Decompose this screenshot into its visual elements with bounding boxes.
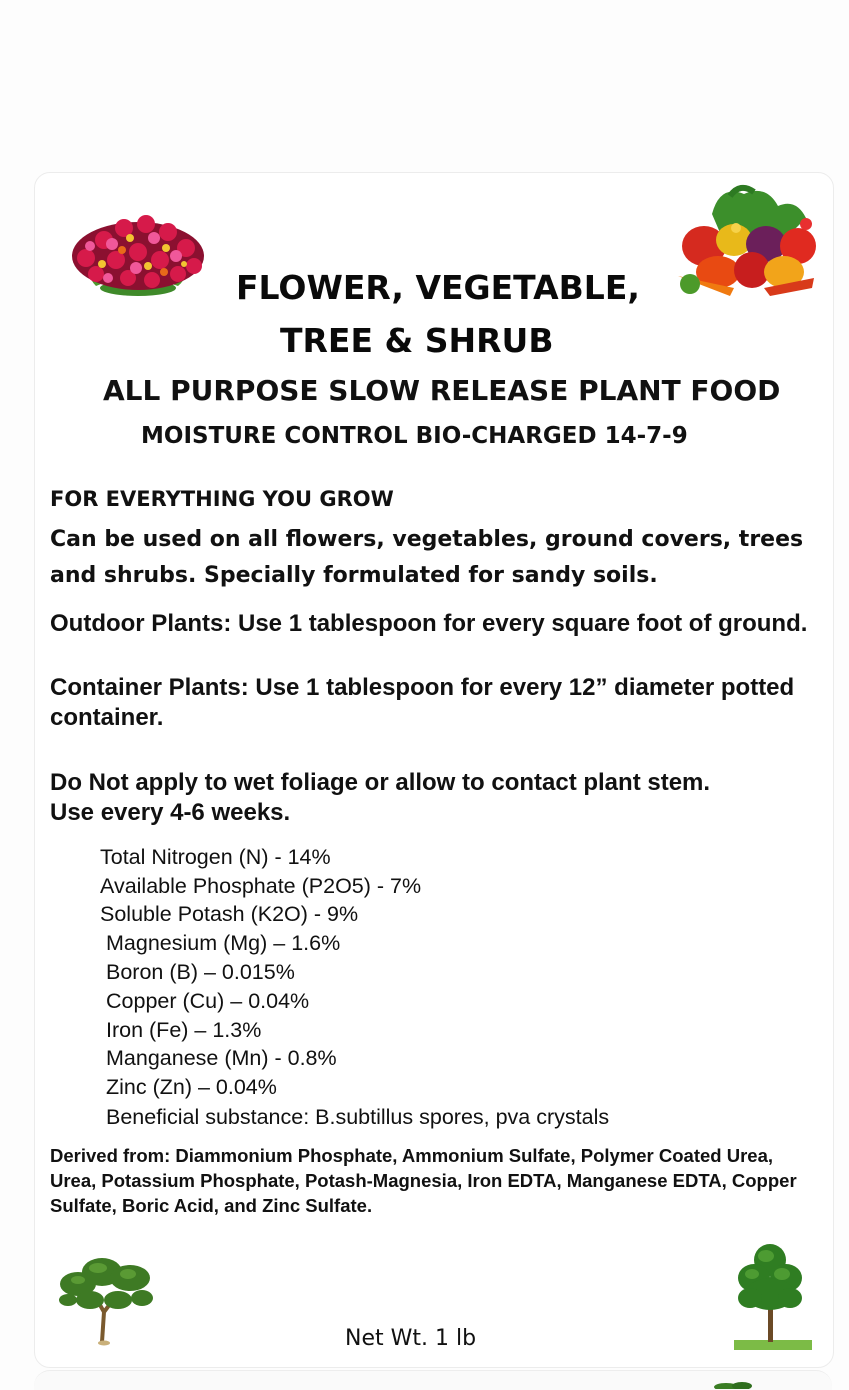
frequency-text: Use every 4-6 weeks. [50,799,291,826]
list-item: Boron (B) – 0.015% [106,960,295,984]
intro-line-1: Can be used on all flowers, vegetables, ground covers, trees [50,527,804,552]
vegetables-icon [674,184,820,304]
list-item: Available Phosphate (P2O5) - 7% [100,874,422,898]
list-item: Total Nitrogen (N) - 14% [100,845,331,869]
list-item: Manganese (Mn) - 0.8% [106,1046,337,1070]
title-line-1: FLOWER, VEGETABLE, [236,268,640,307]
derived-from: Derived from: Diammonium Phosphate, Ammonium Sulfate, Polymer Coated Urea, Urea, Potassium Phosphate, Potash-Magnesia, Iron EDTA, Manganese EDTA, Copper Sulfate, Boric Acid, and Zinc Sulfate. [50,1145,797,1216]
shrub-icon [58,1254,154,1346]
subtitle: ALL PURPOSE SLOW RELEASE PLANT FOOD [103,374,781,407]
intro-line-2: and shrubs. Specially formulated for sandy soils. [50,563,658,588]
title-line-2: TREE & SHRUB [280,321,554,360]
tree-icon [730,1242,814,1354]
subtitle-formula: MOISTURE CONTROL BIO-CHARGED 14-7-9 [141,423,688,449]
list-item: Magnesium (Mg) – 1.6% [106,931,341,955]
caution-text: Do Not apply to wet foliage or allow to contact plant stem. [50,769,711,796]
list-item: Zinc (Zn) – 0.04% [106,1075,277,1099]
next-label-icon [712,1381,772,1389]
outdoor-directions: Outdoor Plants: Use 1 tablespoon for every square foot of ground. [50,610,808,637]
list-item: Beneficial substance: B.subtillus spores, pva crystals [106,1105,610,1129]
flower-bouquet-icon [66,206,208,298]
list-item: Copper (Cu) – 0.04% [106,989,310,1013]
list-item: Iron (Fe) – 1.3% [106,1018,262,1042]
section-heading: FOR EVERYTHING YOU GROW [50,487,394,511]
list-item: Soluble Potash (K2O) - 9% [100,902,359,926]
net-weight: Net Wt. 1 lb [345,1326,477,1351]
container-directions: Container Plants: Use 1 tablespoon for every 12” diameter potted container. [50,674,795,731]
